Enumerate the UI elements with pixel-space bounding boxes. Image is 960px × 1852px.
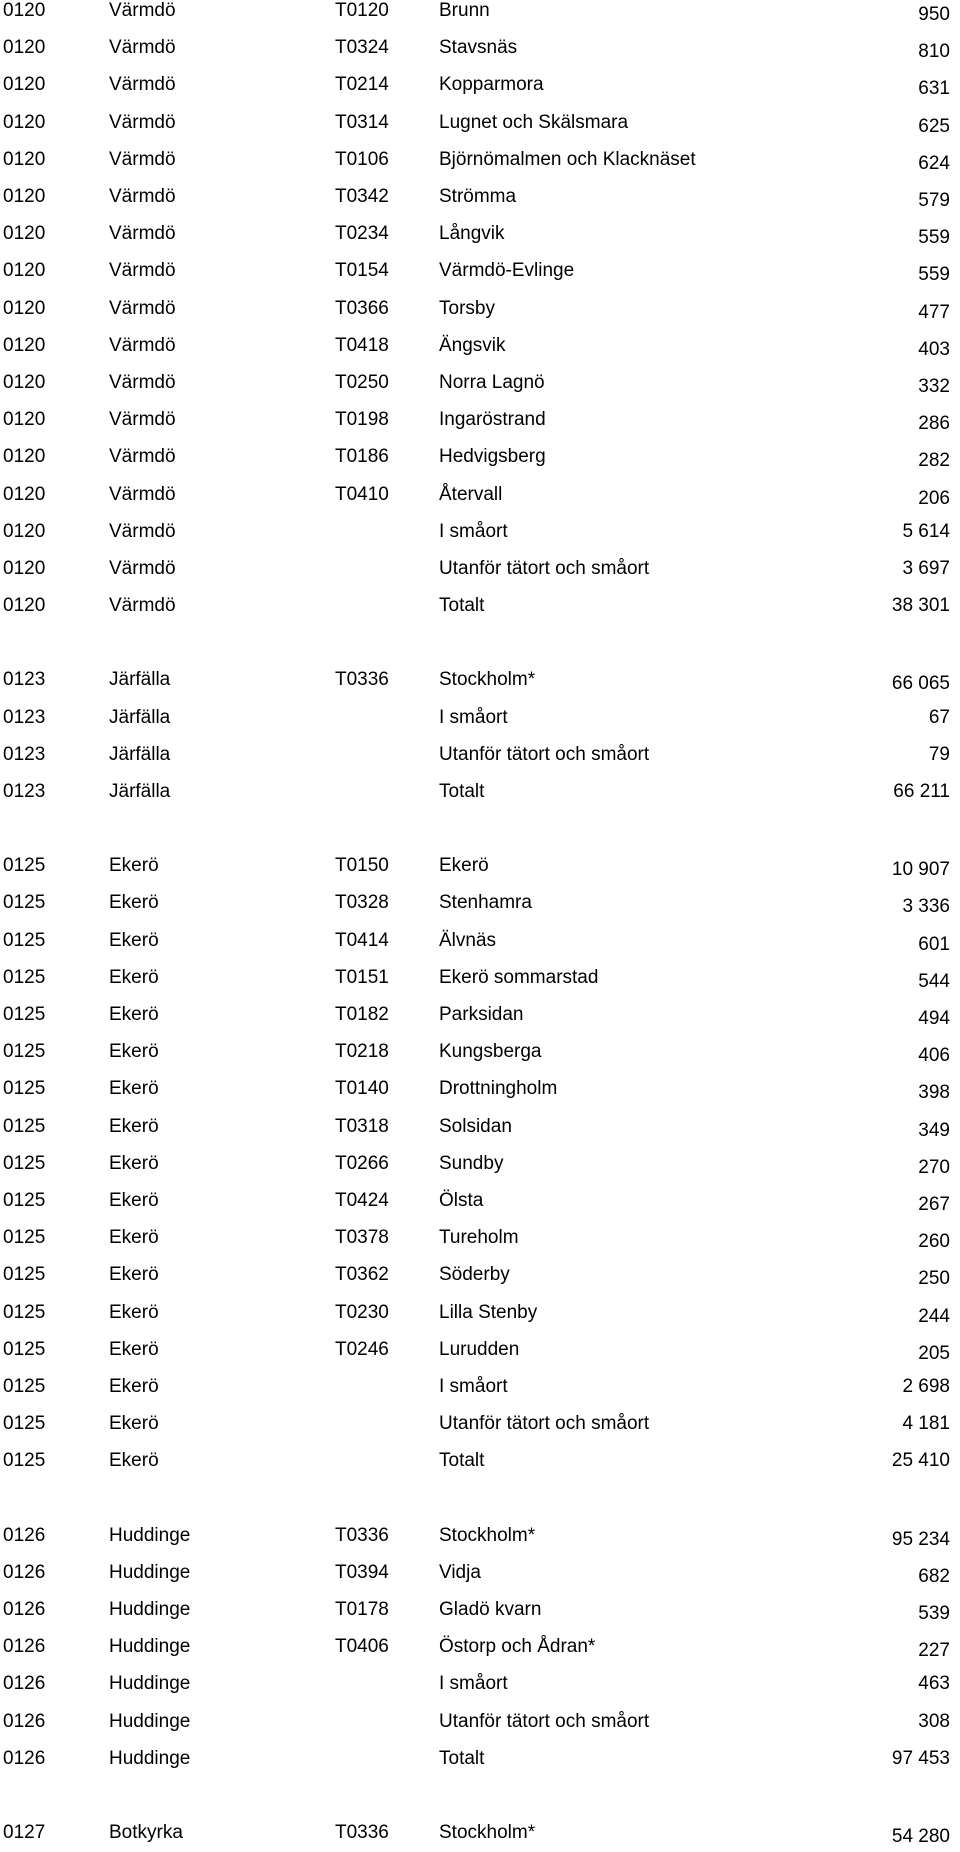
table-row: [0, 409, 960, 439]
municipality-name: Huddinge: [109, 1711, 191, 1732]
locality-code: T0218: [335, 1041, 389, 1062]
municipality-name: Ekerö: [109, 1339, 159, 1360]
municipality-name: Huddinge: [109, 1748, 191, 1769]
municipality-name: Värmdö: [109, 409, 176, 430]
table-row: [0, 1822, 960, 1852]
locality-code: T0342: [335, 186, 389, 207]
population-value: 205: [918, 1343, 950, 1364]
locality-code: T0266: [335, 1153, 389, 1174]
municipality-code: 0126: [3, 1599, 46, 1620]
population-value: 10 907: [891, 859, 950, 880]
locality-name: Ekerö: [439, 855, 489, 876]
municipality-code: 0120: [3, 595, 46, 616]
population-value: 282: [918, 450, 950, 471]
locality-code: T0336: [335, 669, 389, 690]
table-row: [0, 521, 960, 551]
locality-name: Stenhamra: [439, 892, 532, 913]
table-row: [0, 669, 960, 699]
locality-name: Stavsnäs: [439, 37, 518, 58]
locality-name: Totalt: [439, 595, 485, 616]
table-row: [0, 149, 960, 179]
municipality-name: Värmdö: [109, 0, 176, 21]
municipality-code: 0125: [3, 1339, 46, 1360]
population-value: 206: [918, 488, 950, 509]
municipality-name: Ekerö: [109, 1153, 159, 1174]
locality-code: T0140: [335, 1078, 389, 1099]
municipality-name: Värmdö: [109, 298, 176, 319]
municipality-code: 0120: [3, 372, 46, 393]
table-row: [0, 1227, 960, 1257]
population-value: 25 410: [891, 1450, 950, 1471]
municipality-code: 0125: [3, 1004, 46, 1025]
locality-code: T0234: [335, 223, 389, 244]
table-row: [0, 0, 960, 30]
table-row: [0, 855, 960, 885]
locality-name: Lurudden: [439, 1339, 520, 1360]
municipality-code: 0120: [3, 446, 46, 467]
locality-name: Gladö kvarn: [439, 1599, 542, 1620]
population-value: 270: [918, 1157, 950, 1178]
locality-name: Kopparmora: [439, 74, 544, 95]
municipality-code: 0120: [3, 186, 46, 207]
population-value: 494: [918, 1008, 950, 1029]
municipality-code: 0126: [3, 1748, 46, 1769]
locality-name: Norra Lagnö: [439, 372, 545, 393]
municipality-name: Huddinge: [109, 1599, 191, 1620]
municipality-code: 0126: [3, 1711, 46, 1732]
municipality-code: 0125: [3, 1264, 46, 1285]
municipality-code: 0120: [3, 521, 46, 542]
municipality-name: Värmdö: [109, 149, 176, 170]
locality-name: Lugnet och Skälsmara: [439, 112, 629, 133]
table-row: [0, 1673, 960, 1703]
municipality-name: Värmdö: [109, 186, 176, 207]
population-value: 227: [918, 1640, 950, 1661]
population-value: 349: [918, 1120, 950, 1141]
municipality-name: Värmdö: [109, 335, 176, 356]
population-value: 579: [918, 190, 950, 211]
municipality-code: 0125: [3, 1153, 46, 1174]
municipality-name: Ekerö: [109, 967, 159, 988]
municipality-code: 0120: [3, 37, 46, 58]
population-value: 66 065: [891, 673, 950, 694]
municipality-name: Ekerö: [109, 1302, 159, 1323]
table-row: [0, 1339, 960, 1369]
municipality-code: 0125: [3, 1190, 46, 1211]
table-row: [0, 1599, 960, 1629]
table-row: [0, 595, 960, 625]
locality-code: T0198: [335, 409, 389, 430]
locality-code: T0246: [335, 1339, 389, 1360]
municipality-code: 0125: [3, 1227, 46, 1248]
locality-code: T0314: [335, 112, 389, 133]
population-value: 463: [918, 1673, 950, 1694]
municipality-name: Värmdö: [109, 595, 176, 616]
municipality-name: Järfälla: [109, 707, 171, 728]
population-value: 624: [918, 153, 950, 174]
locality-code: T0424: [335, 1190, 389, 1211]
municipality-name: Ekerö: [109, 855, 159, 876]
locality-name: Långvik: [439, 223, 505, 244]
locality-name: Utanför tätort och småort: [439, 558, 650, 579]
population-value: 267: [918, 1194, 950, 1215]
locality-code: T0406: [335, 1636, 389, 1657]
table-row: [0, 1413, 960, 1443]
locality-code: T0186: [335, 446, 389, 467]
locality-code: T0394: [335, 1562, 389, 1583]
table-row: [0, 1264, 960, 1294]
locality-name: Älvnäs: [439, 930, 497, 951]
municipality-name: Värmdö: [109, 446, 176, 467]
municipality-code: 0125: [3, 967, 46, 988]
municipality-code: 0125: [3, 1450, 46, 1471]
municipality-code: 0123: [3, 744, 46, 765]
municipality-code: 0120: [3, 223, 46, 244]
municipality-name: Ekerö: [109, 1413, 159, 1434]
locality-name: Utanför tätort och småort: [439, 1413, 650, 1434]
population-value: 398: [918, 1082, 950, 1103]
population-value: 403: [918, 339, 950, 360]
municipality-name: Ekerö: [109, 892, 159, 913]
municipality-name: Järfälla: [109, 781, 171, 802]
municipality-name: Järfälla: [109, 669, 171, 690]
table-row: [0, 74, 960, 104]
municipality-name: Värmdö: [109, 521, 176, 542]
locality-code: T0414: [335, 930, 389, 951]
locality-name: Utanför tätort och småort: [439, 1711, 650, 1732]
municipality-name: Ekerö: [109, 1004, 159, 1025]
municipality-code: 0120: [3, 0, 46, 21]
municipality-name: Huddinge: [109, 1562, 191, 1583]
locality-name: Hedvigsberg: [439, 446, 546, 467]
municipality-code: 0125: [3, 1376, 46, 1397]
municipality-name: Ekerö: [109, 930, 159, 951]
municipality-code: 0125: [3, 1302, 46, 1323]
locality-code: T0324: [335, 37, 389, 58]
locality-name: Torsby: [439, 298, 495, 319]
municipality-code: 0126: [3, 1673, 46, 1694]
municipality-code: 0123: [3, 781, 46, 802]
table-row: [0, 223, 960, 253]
locality-name: Totalt: [439, 1450, 485, 1471]
locality-name: Ängsvik: [439, 335, 506, 356]
municipality-name: Ekerö: [109, 1227, 159, 1248]
population-value: 625: [918, 116, 950, 137]
municipality-code: 0125: [3, 1116, 46, 1137]
population-value: 38 301: [891, 595, 950, 616]
municipality-name: Huddinge: [109, 1673, 191, 1694]
municipality-code: 0120: [3, 112, 46, 133]
locality-name: Stockholm*: [439, 1822, 536, 1843]
locality-code: T0120: [335, 0, 389, 21]
population-value: 810: [918, 41, 950, 62]
municipality-name: Ekerö: [109, 1116, 159, 1137]
municipality-code: 0120: [3, 335, 46, 356]
municipality-name: Huddinge: [109, 1525, 191, 1546]
table-row: [0, 1711, 960, 1741]
table-row: [0, 558, 960, 588]
population-value: 3 697: [902, 558, 950, 579]
locality-code: T0250: [335, 372, 389, 393]
locality-name: Totalt: [439, 1748, 485, 1769]
locality-name: Återvall: [439, 484, 503, 505]
locality-name: Kungsberga: [439, 1041, 542, 1062]
table-row: [0, 1116, 960, 1146]
municipality-code: 0127: [3, 1822, 46, 1843]
population-value: 244: [918, 1306, 950, 1327]
locality-name: Parksidan: [439, 1004, 524, 1025]
municipality-name: Järfälla: [109, 744, 171, 765]
locality-name: Ekerö sommarstad: [439, 967, 599, 988]
municipality-name: Ekerö: [109, 1264, 159, 1285]
population-value: 559: [918, 264, 950, 285]
municipality-name: Ekerö: [109, 1190, 159, 1211]
population-value: 286: [918, 413, 950, 434]
locality-code: T0362: [335, 1264, 389, 1285]
population-value: 95 234: [891, 1529, 950, 1550]
locality-name: Björnömalmen och Klacknäset: [439, 149, 696, 170]
locality-code: T0410: [335, 484, 389, 505]
locality-code: T0178: [335, 1599, 389, 1620]
population-value: 4 181: [902, 1413, 950, 1434]
locality-name: Värmdö-Evlinge: [439, 260, 575, 281]
table-row: [0, 298, 960, 328]
population-value: 332: [918, 376, 950, 397]
locality-name: I småort: [439, 1376, 508, 1397]
locality-name: Brunn: [439, 0, 490, 21]
municipality-code: 0120: [3, 298, 46, 319]
locality-code: T0154: [335, 260, 389, 281]
municipality-code: 0126: [3, 1562, 46, 1583]
locality-name: Solsidan: [439, 1116, 512, 1137]
table-row: [0, 967, 960, 997]
locality-name: Totalt: [439, 781, 485, 802]
municipality-code: 0120: [3, 260, 46, 281]
population-value: 79: [928, 744, 950, 765]
population-value: 601: [918, 934, 950, 955]
table-row: [0, 484, 960, 514]
table-row: [0, 1450, 960, 1480]
municipality-code: 0120: [3, 74, 46, 95]
table-row: [0, 1525, 960, 1555]
table-row: [0, 1302, 960, 1332]
table-row: [0, 1078, 960, 1108]
table-row: [0, 335, 960, 365]
population-value: 3 336: [902, 896, 950, 917]
locality-name: Sundby: [439, 1153, 504, 1174]
table-row: [0, 781, 960, 811]
table-row: [0, 37, 960, 67]
municipality-name: Värmdö: [109, 558, 176, 579]
locality-code: T0418: [335, 335, 389, 356]
municipality-code: 0125: [3, 1413, 46, 1434]
municipality-name: Värmdö: [109, 37, 176, 58]
population-value: 477: [918, 302, 950, 323]
municipality-name: Ekerö: [109, 1450, 159, 1471]
locality-name: I småort: [439, 707, 508, 728]
locality-name: Strömma: [439, 186, 517, 207]
municipality-code: 0120: [3, 484, 46, 505]
table-row: [0, 1153, 960, 1183]
table-row: [0, 707, 960, 737]
locality-name: Drottningholm: [439, 1078, 558, 1099]
municipality-code: 0125: [3, 1041, 46, 1062]
table-row: [0, 1190, 960, 1220]
municipality-name: Värmdö: [109, 223, 176, 244]
locality-name: Utanför tätort och småort: [439, 744, 650, 765]
municipality-code: 0125: [3, 855, 46, 876]
municipality-name: Ekerö: [109, 1376, 159, 1397]
locality-code: T0328: [335, 892, 389, 913]
municipality-code: 0123: [3, 669, 46, 690]
municipality-name: Värmdö: [109, 112, 176, 133]
locality-code: T0214: [335, 74, 389, 95]
locality-name: Lilla Stenby: [439, 1302, 538, 1323]
table-row: [0, 1004, 960, 1034]
table-row: [0, 372, 960, 402]
table-row: [0, 1748, 960, 1778]
table-row: [0, 1041, 960, 1071]
locality-name: Söderby: [439, 1264, 510, 1285]
table-row: [0, 930, 960, 960]
population-value: 544: [918, 971, 950, 992]
locality-name: Stockholm*: [439, 1525, 536, 1546]
population-value: 308: [918, 1711, 950, 1732]
municipality-name: Värmdö: [109, 74, 176, 95]
locality-code: T0318: [335, 1116, 389, 1137]
table-row: [0, 446, 960, 476]
municipality-name: Ekerö: [109, 1078, 159, 1099]
population-value: 250: [918, 1268, 950, 1289]
population-value: 66 211: [893, 781, 950, 802]
population-value: 97 453: [891, 1748, 950, 1769]
municipality-code: 0125: [3, 892, 46, 913]
locality-code: T0151: [335, 967, 389, 988]
table-row: [0, 744, 960, 774]
population-value: 539: [918, 1603, 950, 1624]
population-value: 67: [928, 707, 950, 728]
municipality-code: 0126: [3, 1525, 46, 1546]
locality-code: T0182: [335, 1004, 389, 1025]
municipality-code: 0125: [3, 1078, 46, 1099]
locality-code: T0150: [335, 855, 389, 876]
locality-name: Ingaröstrand: [439, 409, 546, 430]
table-row: [0, 260, 960, 290]
locality-code: T0378: [335, 1227, 389, 1248]
table-row: [0, 892, 960, 922]
municipality-name: Värmdö: [109, 372, 176, 393]
municipality-code: 0123: [3, 707, 46, 728]
locality-code: T0366: [335, 298, 389, 319]
locality-name: Tureholm: [439, 1227, 519, 1248]
locality-name: Östorp och Ådran*: [439, 1636, 596, 1657]
municipality-name: Botkyrka: [109, 1822, 183, 1843]
locality-code: T0106: [335, 149, 389, 170]
locality-name: Stockholm*: [439, 669, 536, 690]
population-value: 682: [918, 1566, 950, 1587]
table-row: [0, 112, 960, 142]
locality-code: T0336: [335, 1525, 389, 1546]
table-row: [0, 1636, 960, 1666]
municipality-code: 0120: [3, 149, 46, 170]
municipality-name: Ekerö: [109, 1041, 159, 1062]
municipality-name: Huddinge: [109, 1636, 191, 1657]
municipality-code: 0126: [3, 1636, 46, 1657]
population-value: 2 698: [902, 1376, 950, 1397]
population-value: 5 614: [902, 521, 950, 542]
table-row: [0, 1376, 960, 1406]
locality-name: I småort: [439, 1673, 508, 1694]
municipality-name: Värmdö: [109, 484, 176, 505]
population-value: 631: [918, 78, 950, 99]
municipality-code: 0125: [3, 930, 46, 951]
population-value: 54 280: [891, 1826, 950, 1847]
locality-code: T0336: [335, 1822, 389, 1843]
municipality-code: 0120: [3, 409, 46, 430]
municipality-name: Värmdö: [109, 260, 176, 281]
population-value: 559: [918, 227, 950, 248]
population-value: 260: [918, 1231, 950, 1252]
municipality-code: 0120: [3, 558, 46, 579]
locality-name: Ölsta: [439, 1190, 484, 1211]
table-row: [0, 1562, 960, 1592]
population-value: 406: [918, 1045, 950, 1066]
locality-name: I småort: [439, 521, 508, 542]
population-value: 950: [918, 4, 950, 25]
locality-code: T0230: [335, 1302, 389, 1323]
table-row: [0, 186, 960, 216]
locality-name: Vidja: [439, 1562, 481, 1583]
